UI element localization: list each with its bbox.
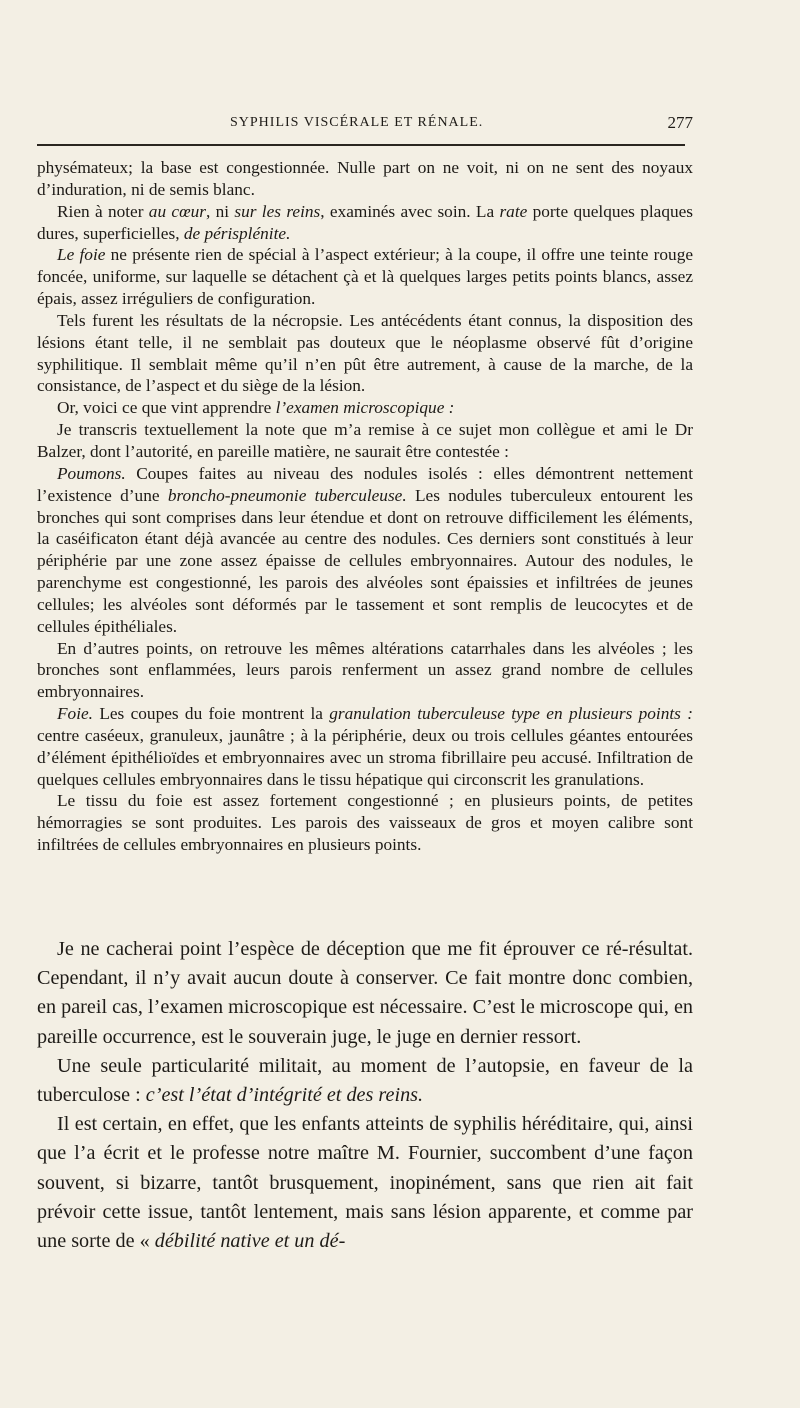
text-run: Je ne cacherai point l’espèce de déception que me fit éprouver ce ré-résultat. Cependant, il n’y avait aucun doute à conserver. Ce fait montre donc combien, en pareil cas, l’examen microscopique est nécessaire. C’est le microscope qui, en pareille occurrence, est le souverain juge, le juge en dernier ressort. [37,938,693,1048]
italic-text: Poumons. [57,463,126,483]
text-run: Il est certain, en effet, que les enfants atteints de syphilis héréditaire, qui, ainsi que l’a écrit et le professe notre maître M. Fournier, succombent d’une façon souvent, si bizarre, tantôt brusquement, inopinément, sans que rien ait fait prévoir cette issue, tantôt lentement, mais sans lésion apparente, et comme par une sorte de « [37,1113,693,1253]
italic-text: broncho-pneumonie tuberculeuse. [167,485,407,505]
italic-text: de périsplénite. [183,223,291,243]
paragraph [37,201,693,245]
text-run: Je transcris textuellement la note que m’a remise à ce sujet mon collègue et ami le Dr Balzer, dont l’autorité, en pareille matière, ne saurait être contestée : [37,420,693,461]
text-run: centre caséeux, granuleux, jaunâtre ; à la périphérie, deux ou trois cellules géantes entourées d’élément épithélioïdes et embryonnaires avec un stroma fibrillaire peu accusé. Infiltration de quelques cellules embryonnaires dans le tissu hépatique qui circonscrit les granulations. [37,725,693,789]
italic-text: Foie. [57,704,93,724]
text-run: Les nodules tuberculeux entourent les bronches qui sont comprises dans leur étendue et dont on retrouve difficilement les éléments, la caséificaton étant déjà avancée au centre des nodules. Ces derniers sont constitués à leur périphérie par une zone assez épaisse de cellules embryonnaires. Autour des nodules, le parenchyme est congestionné, les parois des alvéoles sont épaissies et infiltrées de jeunes cellules; les alvéoles sont déformés par le tassement et sont remplis de leucocytes et de cellules épithéliales. [37,485,693,636]
paragraph [37,397,693,419]
text-run: Tels furent les résultats de la nécropsie. Les antécédents étant connus, la disposition des lésions étant telle, il ne semblait pas douteux que le néoplasme observé fût d’origine syphilitique. Il semblait même qu’il n’en pût être autrement, à cause de la marche, de la consistance, de l’aspect et du siège de la lésion. [37,310,693,396]
small-print-block [37,157,693,856]
text-run: Le tissu du foie est assez fortement congestionné ; en plusieurs points, de petites hémorragies se sont produites. Les parois des vaisseaux de gros et moyen calibre sont infiltrées de cellules embryonnaires en plusieurs points. [37,791,693,855]
italic-text: Le foie [57,245,106,265]
text-run: Les coupes du foie montrent la [93,704,330,724]
page-number: 277 [667,113,693,132]
paragraph [37,1110,693,1256]
text-run: , ni [205,201,235,221]
italic-text: débilité native et un dé- [154,1230,346,1253]
text-run: Or, voici ce que vint apprendre [57,398,276,418]
italic-text: c’est l’état d’intégrité et des reins. [145,1084,424,1107]
running-head [37,113,693,135]
italic-text: au cœur [148,201,206,221]
paragraph [37,244,693,310]
italic-text: granulation tuberculeuse type en plusieurs points : [329,704,693,724]
text-run: porte quelques plaques dures, superficielles, [37,201,693,243]
paragraph [37,157,693,201]
text-run: Coupes faites au niveau des nodules isolés : elles démontrent nettement l’existence d’une [37,463,693,505]
italic-text: rate [499,201,528,221]
text-run: Une seule particularité militait, au moment de l’autopsie, en faveur de la tuberculose : [37,1054,693,1107]
paragraph [37,463,693,638]
text-run: ne présente rien de spécial à l’aspect extérieur; à la coupe, il offre une teinte rouge foncée, uniforme, sur laquelle se détachent çà et là quelques larges petits points blancs, assez épais, assez irréguliers de configuration. [37,245,694,309]
header-rule [37,144,685,146]
book-page [37,0,767,1408]
italic-text: sur les reins [234,201,321,221]
paragraph [37,419,693,463]
italic-text: l’examen microscopique : [275,398,455,418]
text-run: En d’autres points, on retrouve les mêmes altérations catarrhales dans les alvéoles ; les bronches sont enflammées, leurs parois renferment un assez grand nombre de cellules embryonnaires. [37,638,693,702]
paragraph [37,310,693,397]
paragraph [37,935,693,1052]
paragraph [37,1052,693,1110]
text-run: physémateux; la base est congestionnée. Nulle part on ne voit, ni on ne sent des noyaux d’induration, ni de semis blanc. [37,158,693,199]
text-run: Rien à noter [57,201,149,221]
running-title: SYPHILIS VISCÉRALE ET RÉNALE. [230,115,484,130]
paragraph [37,790,693,856]
paragraph [37,703,693,790]
body-text-block [37,935,693,1256]
text-run: , examinés avec soin. La [320,201,500,221]
paragraph [37,638,693,704]
